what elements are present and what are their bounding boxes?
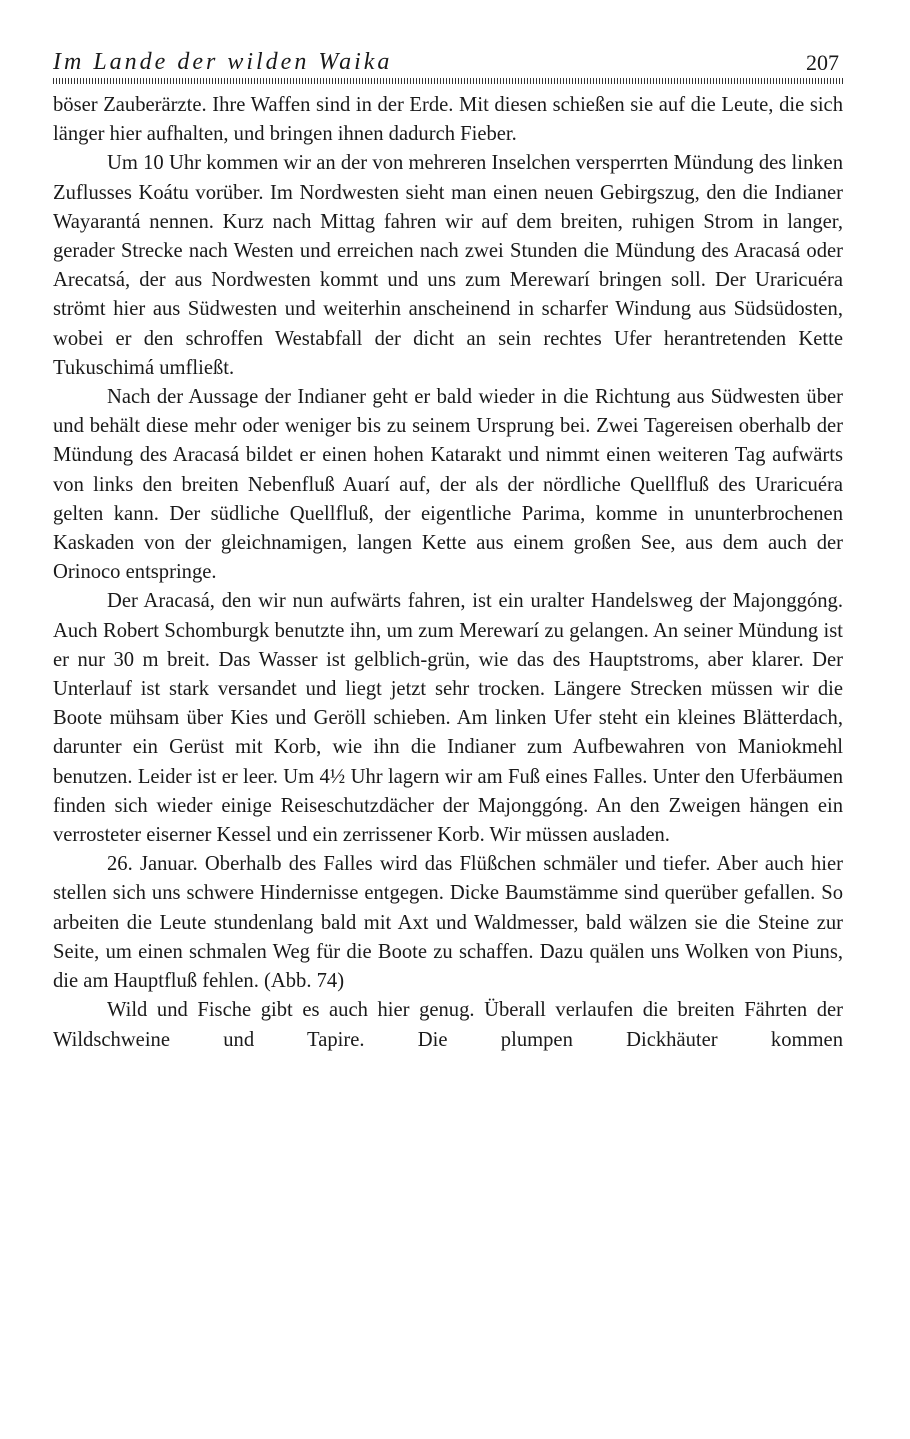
paragraph-2: Um 10 Uhr kommen wir an der von mehreren Inselchen versperrten Mündung des linken Zuflusses Koátu vorüber. Im Nordwesten sieht man einen neuen Gebirgszug, den die Indianer Wayarantá nennen. Kurz nach Mittag fahren wir auf dem breiten, ruhigen Strom in langer, gerader Strecke nach Westen und erreichen nach zwei Stunden die Mündung des Aracasá oder Arecatsá, der aus Nordwesten kommt und uns zum Merewarí bringen soll. Der Uraricuéra strömt hier aus Südwesten und weiterhin anscheinend in scharfer Windung aus Südsüdosten, wobei er den schroffen Westabfall der dicht an sein rechtes Ufer herantretenden Kette Tukuschimá umfließt. (53, 152, 843, 379)
header-rule (53, 78, 843, 84)
paragraph-4: Der Aracasá, den wir nun aufwärts fahren, ist ein uralter Handelsweg der Majonggóng. Auch Robert Schomburgk benutzte ihn, um zum Merewarí zu gelangen. An seiner Mündung ist er nur 30 m breit. Das Wasser ist gelblich-grün, wie das des Hauptstroms, aber klarer. Der Unterlauf ist stark versandet und liegt jetzt sehr trocken. Längere Strecken müssen wir die Boote mühsam über Kies und Geröll schieben. Am linken Ufer steht ein kleines Blätterdach, darunter ein Gerüst mit Korb, wie ihn die Indianer zum Aufbewahren von Maniokmehl benutzen. Leider ist er leer. Um 4½ Uhr lagern wir am Fuß eines Falles. Unter den Uferbäumen finden sich wieder einige Reiseschutzdächer der Majonggóng. An den Zweigen hängen ein verrosteter eiserner Kessel und ein zerrissener Korb. Wir müssen ausladen. (53, 590, 843, 847)
body-text (53, 91, 843, 1055)
paragraph-6: Wild und Fische gibt es auch hier genug. Überall verlaufen die breiten Fährten der Wildschweine und Tapire. Die plumpen Dickhäuter kommen (53, 999, 843, 1051)
page (53, 48, 843, 1055)
running-head (53, 48, 843, 78)
paragraph-3: Nach der Aussage der Indianer geht er bald wieder in die Richtung aus Südwesten über und behält diese mehr oder weniger bis zu seinem Ursprung bei. Zwei Tagereisen oberhalb der Mündung des Aracasá bildet er einen hohen Katarakt und nimmt einen weiteren Tag aufwärts von links den breiten Nebenfluß Auarí auf, der als der nördliche Quellfluß des Uraricuéra gelten kann. Der südliche Quellfluß, der eigentliche Parima, komme in ununterbrochenen Kaskaden von der gleichnamigen, langen Kette aus einem großen See, aus dem auch der Orinoco entspringe. (53, 386, 843, 584)
paragraph-1: böser Zauberärzte. Ihre Waffen sind in der Erde. Mit diesen schießen sie auf die Leute, die sich länger hier aufhalten, und bringen ihnen dadurch Fieber. (53, 94, 843, 146)
page-number: 207 (806, 50, 839, 75)
paragraph-5: 26. Januar. Oberhalb des Falles wird das Flüßchen schmäler und tiefer. Aber auch hier stellen sich uns schwere Hindernisse entgegen. Dicke Baumstämme sind querüber gefallen. So arbeiten die Leute stundenlang bald mit Axt und Waldmesser, bald wälzen sie die Steine zur Seite, um einen schmalen Weg für die Boote zu schaffen. Dazu quälen uns Wolken von Piuns, die am Hauptfluß fehlen. (Abb. 74) (53, 853, 843, 993)
running-title: Im Lande der wilden Waika (53, 49, 393, 75)
